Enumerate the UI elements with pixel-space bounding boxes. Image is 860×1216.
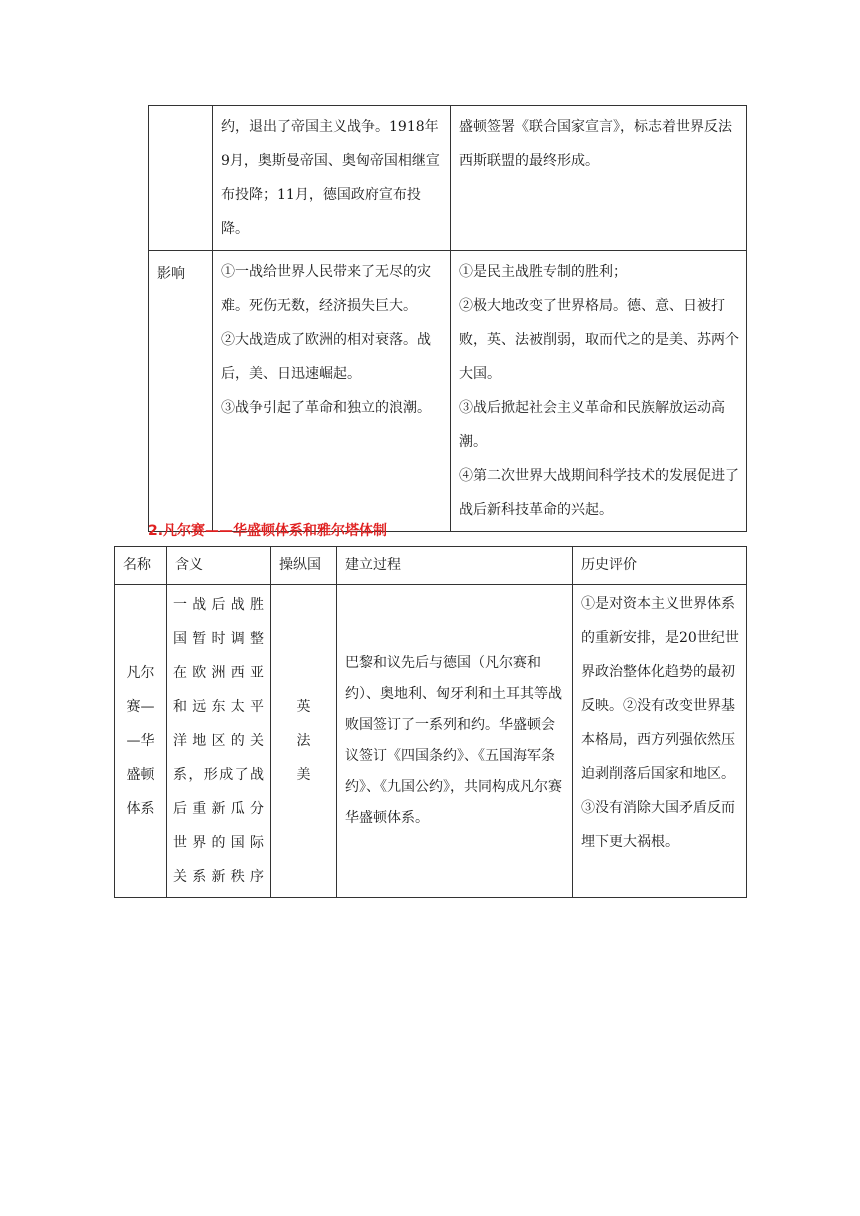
ww1-impact-cell xyxy=(213,251,451,532)
controller-country: 英 xyxy=(296,699,311,715)
ww1-impact-point: ③战争引起了革命和独立的浪潮。 xyxy=(221,400,431,416)
table-row xyxy=(149,251,747,532)
table-header-row xyxy=(115,547,747,585)
meaning-line: 国暂时调整 xyxy=(173,631,264,647)
controllers-cell xyxy=(271,585,337,898)
meaning-line: 世界的国际 xyxy=(173,835,264,851)
header-evaluation: 历史评价 xyxy=(573,547,747,585)
ww1-end-cell xyxy=(213,106,451,251)
ww1-impact-point: ②大战造成了欧洲的相对衰落。战后，美、日迅速崛起。 xyxy=(221,332,431,382)
header-meaning: 含义 xyxy=(167,547,271,585)
ww1-impact-point: ①一战给世界人民带来了无尽的灾难。死伤无数，经济损失巨大。 xyxy=(221,264,431,314)
world-wars-comparison-table xyxy=(148,105,747,532)
meaning-line: 系，形成了战 xyxy=(173,767,264,783)
system-name-line: 体系 xyxy=(126,801,155,817)
meaning-line: 在欧洲西亚 xyxy=(173,665,264,681)
meaning-line: 洋地区的关 xyxy=(173,733,264,749)
meaning-line: 一战后战胜 xyxy=(173,597,264,613)
ww2-end-text: 盛顿签署《联合国家宣言》，标志着世界反法西斯联盟的最终形成。 xyxy=(459,119,732,169)
meaning-cell xyxy=(167,585,271,898)
controller-country: 美 xyxy=(296,767,311,783)
ww2-end-cell xyxy=(451,106,747,251)
ww2-impact-cell xyxy=(451,251,747,532)
ww2-impact-point: ②极大地改变了世界格局。德、意、日被打败，英、法被削弱，取而代之的是美、苏两个大国。 xyxy=(459,298,739,382)
meaning-line: 后重新瓜分 xyxy=(173,801,264,817)
ww2-impact-point: ④第二次世界大战期间科学技术的发展促进了战后新科技革命的兴起。 xyxy=(459,468,739,518)
table-row xyxy=(115,585,747,898)
header-process: 建立过程 xyxy=(337,547,573,585)
system-name-line: 凡尔 xyxy=(126,665,155,681)
system-name-line: 盛顿 xyxy=(126,767,155,783)
header-controllers: 操纵国 xyxy=(271,547,337,585)
process-cell: 巴黎和议先后与德国（凡尔赛和约）、奥地利、匈牙利和土耳其等战败国签订了一系列和约。华盛顿会议签订《四国条约》、《五国海军条约》、《九国公约》，共同构成凡尔赛华盛顿体系。 xyxy=(337,585,573,898)
meaning-line: 和远东太平 xyxy=(173,699,264,715)
ww1-end-text: 约，退出了帝国主义战争。1918年9月，奥斯曼帝国、奥匈帝国相继宣布投降；11月，德国政府宣布投降。 xyxy=(221,119,440,237)
section-heading: 2.凡尔赛——华盛顿体系和雅尔塔体制 xyxy=(148,523,388,539)
system-name-line: —华 xyxy=(126,733,155,749)
header-name: 名称 xyxy=(115,547,167,585)
system-name-cell xyxy=(115,585,167,898)
controller-country: 法 xyxy=(296,733,311,749)
ww2-impact-point: ①是民主战胜专制的胜利； xyxy=(459,264,627,280)
impact-label-cell: 影响 xyxy=(149,251,213,532)
versailles-washington-table xyxy=(114,546,747,898)
row-label-cell xyxy=(149,106,213,251)
table-row xyxy=(149,106,747,251)
evaluation-cell: ①是对资本主义世界体系的重新安排，是20世纪世界政治整体化趋势的最初反映。②没有改变世界基本格局，西方列强依然压迫剥削落后国家和地区。③没有消除大国矛盾反而埋下更大祸根。 xyxy=(573,585,747,898)
ww2-impact-point: ③战后掀起社会主义革命和民族解放运动高潮。 xyxy=(459,400,725,450)
meaning-line: 关系新秩序 xyxy=(173,869,264,885)
system-name-line: 赛— xyxy=(126,699,155,715)
